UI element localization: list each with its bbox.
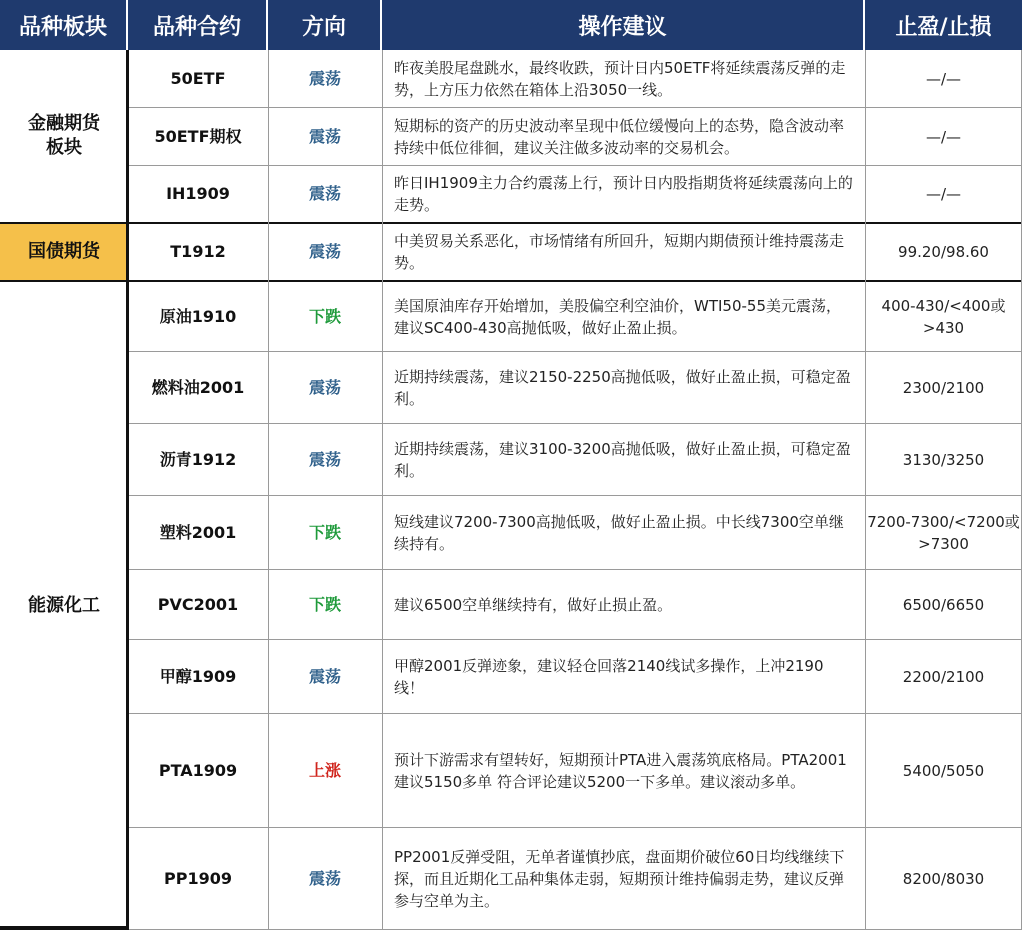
contract-cell: PVC2001 — [157, 595, 239, 614]
category-column-border — [126, 50, 129, 930]
bottom-border — [0, 926, 128, 930]
advice-cell: 中美贸易关系恶化，市场情绪有所回升，短期内期债预计维持震荡走势。 — [394, 232, 845, 272]
section-divider — [0, 222, 1022, 224]
tp-sl-cell: 2200/2100 — [902, 668, 985, 686]
tp-sl-cell: 400-430/<400或>430 — [881, 297, 1006, 337]
contract-cell: T1912 — [170, 242, 226, 261]
advice-cell: 近期持续震荡，建议2150-2250高抛低吸，做好止盈止损，可稳定盈利。 — [394, 368, 851, 408]
tp-sl-cell: 5400/5050 — [902, 762, 985, 780]
advice-cell: 美国原油库存开始增加，美股偏空利空油价，WTI50-55美元震荡，建议SC400-430高抛低吸，做好止盈止损。 — [394, 297, 842, 337]
column-divider — [382, 50, 383, 930]
contract-cell: IH1909 — [166, 184, 230, 203]
contract-cell: 甲醇1909 — [159, 667, 237, 686]
direction-cell: 下跌 — [308, 307, 341, 326]
advice-cell: 近期持续震荡，建议3100-3200高抛低吸，做好止盈止损，可稳定盈利。 — [394, 440, 851, 480]
direction-cell: 震荡 — [308, 184, 341, 203]
category-bond-futures: 国债期货 — [0, 224, 128, 280]
direction-cell: 震荡 — [308, 378, 341, 397]
advice-cell: PP2001反弹受阻，无单者谨慎抄底，盘面期价破位60日均线继续下探，而且近期化工品种集体走弱，短期预计维持偏弱走势，建议反弹参与空单为主。 — [394, 848, 845, 910]
direction-cell: 下跌 — [308, 595, 341, 614]
advice-cell: 短期标的资产的历史波动率呈现中低位缓慢向上的态势，隐含波动率持续中低位徘徊，建议关注做多波动率的交易机会。 — [394, 117, 845, 157]
contract-cell: 燃料油2001 — [151, 378, 245, 397]
header-advice: 操作建议 — [382, 0, 865, 50]
direction-cell: 震荡 — [308, 667, 341, 686]
contract-cell: 50ETF — [170, 69, 226, 88]
direction-cell: 震荡 — [308, 69, 341, 88]
tp-sl-cell: 8200/8030 — [902, 870, 985, 888]
header-contract: 品种合约 — [128, 0, 268, 50]
tp-sl-cell: 3130/3250 — [902, 451, 985, 469]
tp-sl-cell: 99.20/98.60 — [898, 243, 989, 261]
direction-cell: 震荡 — [308, 450, 341, 469]
advice-cell: 昨日IH1909主力合约震荡上行，预计日内股指期货将延续震荡向上的走势。 — [394, 174, 853, 214]
tp-sl-cell: 2300/2100 — [902, 379, 985, 397]
direction-cell: 震荡 — [308, 242, 341, 261]
header-direction: 方向 — [268, 0, 382, 50]
contract-cell: 50ETF期权 — [154, 127, 242, 146]
contract-cell: PP1909 — [164, 869, 232, 888]
direction-cell: 震荡 — [308, 127, 341, 146]
direction-cell: 震荡 — [308, 869, 341, 888]
tp-sl-cell: 6500/6650 — [902, 596, 985, 614]
contract-cell: 原油1910 — [159, 307, 237, 326]
advice-cell: 短线建议7200-7300高抛低吸，做好止盈止损。中长线7300空单继续持有。 — [394, 513, 844, 553]
category-energy-chemicals: 能源化工 — [28, 595, 100, 616]
advice-cell: 预计下游需求有望转好，短期预计PTA进入震荡筑底格局。PTA2001建议5150多单 符合评论建议5200一下多单。建议滚动多单。 — [394, 751, 847, 791]
contract-cell: 沥青1912 — [159, 450, 237, 469]
column-divider — [268, 50, 269, 930]
tp-sl-cell: —/— — [925, 70, 962, 88]
contract-cell: PTA1909 — [158, 761, 238, 780]
tp-sl-cell: —/— — [925, 128, 962, 146]
tp-sl-cell: —/— — [925, 185, 962, 203]
advice-cell: 甲醇2001反弹迹象，建议轻仓回落2140线试多操作，上冲2190线！ — [394, 657, 824, 697]
tp-sl-cell: 7200-7300/<7200或>7300 — [867, 513, 1020, 553]
direction-cell: 下跌 — [308, 523, 341, 542]
column-divider — [865, 50, 866, 930]
contract-cell: 塑料2001 — [159, 523, 237, 542]
category-financial-futures: 金融期货 板块 — [28, 113, 100, 158]
direction-cell: 上涨 — [308, 761, 341, 780]
advice-cell: 昨夜美股尾盘跳水，最终收跌，预计日内50ETF将延续震荡反弹的走势，上方压力依然在箱体上沿3050一线。 — [394, 59, 846, 99]
header-tp-sl: 止盈/止损 — [865, 0, 1022, 50]
section-divider — [0, 280, 1022, 282]
advice-cell: 建议6500空单继续持有，做好止损止盈。 — [394, 596, 673, 614]
header-category: 品种板块 — [0, 0, 128, 50]
